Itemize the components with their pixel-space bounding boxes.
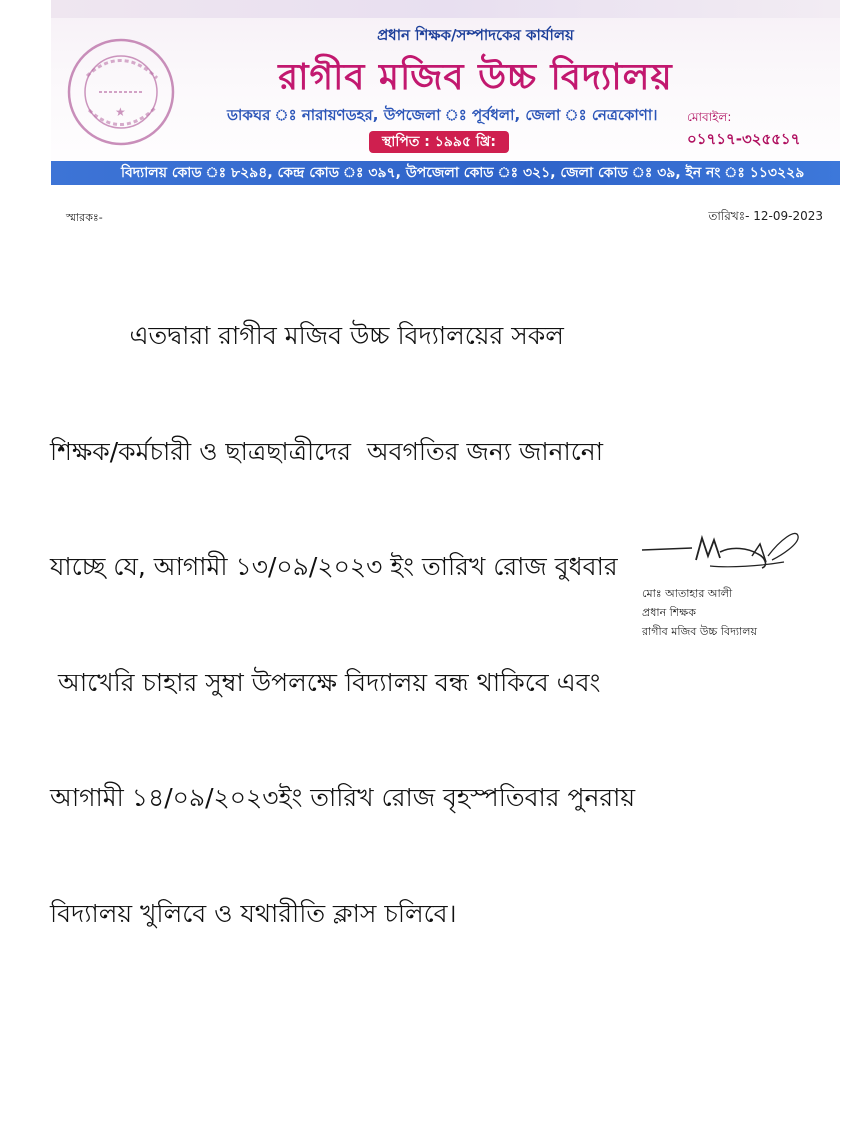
letterhead-top-band (51, 0, 840, 18)
notice-body (50, 240, 820, 972)
notice-line: আখেরি চাহার সুম্বা উপলক্ষে বিদ্যালয় বন্ধ থাকিবে এবং (50, 667, 601, 697)
mobile-label: মোবাইল: (687, 110, 732, 124)
handwritten-signature-icon (640, 526, 800, 578)
mobile-number: ০১৭১৭-৩২৫৫১৭ (687, 130, 801, 148)
school-codes-bar (51, 161, 840, 185)
signatory-title: প্রধান শিক্ষক (642, 606, 696, 619)
notice-line: যাচ্ছে যে, আগামী ১৩/০৯/২০২৩ ইং তারিখ রোজ বুধবার (50, 552, 618, 581)
notice-line: বিদ্যালয় খুলিবে ও যথারীতি ক্লাস চলিবে। (50, 898, 457, 928)
svg-text:★: ★ (115, 105, 126, 119)
school-address: ডাকঘর ঃ নারায়ণডহর, উপজেলা ঃ পূর্বধলা, জেলা ঃ নেত্রকোণা। (227, 106, 658, 124)
notice-date: তারিখঃ- 12-09-2023 (708, 209, 823, 223)
reference-label: স্মারকঃ- (66, 211, 103, 224)
notice-line: আগামী ১৪/০৯/২০২৩ইং তারিখ রোজ বৃহস্পতিবার পুনরায় (50, 783, 636, 812)
letterhead (51, 0, 840, 188)
signatory-name: মোঃ আতাহার আলী (642, 587, 733, 600)
school-codes-text: বিদ্যালয় কোড ঃ ৮২৯৪, কেন্দ্র কোড ঃ ৩৯৭, উপজেলা কোড ঃ ৩২১, জেলা কোড ঃ ৩৯, ইন নং ঃ ১১৩২২৯ (121, 165, 805, 181)
office-title: প্রধান শিক্ষক/সম্পাদকের কার্যালয় (377, 26, 574, 44)
signatory-school: রাগীব মজিব উচ্চ বিদ্যালয় (642, 625, 757, 638)
notice-line: শিক্ষক/কর্মচারী ও ছাত্রছাত্রীদের অবগতির জন্য জানানো (50, 436, 603, 466)
school-name: রাগীব মজিব উচ্চ বিদ্যালয় (278, 57, 673, 98)
notice-line: এতদ্বারা রাগীব মজিব উচ্চ বিদ্যালয়ের সকল (50, 321, 564, 350)
established-badge: স্থাপিত : ১৯৯৫ খ্রি: (369, 131, 509, 153)
